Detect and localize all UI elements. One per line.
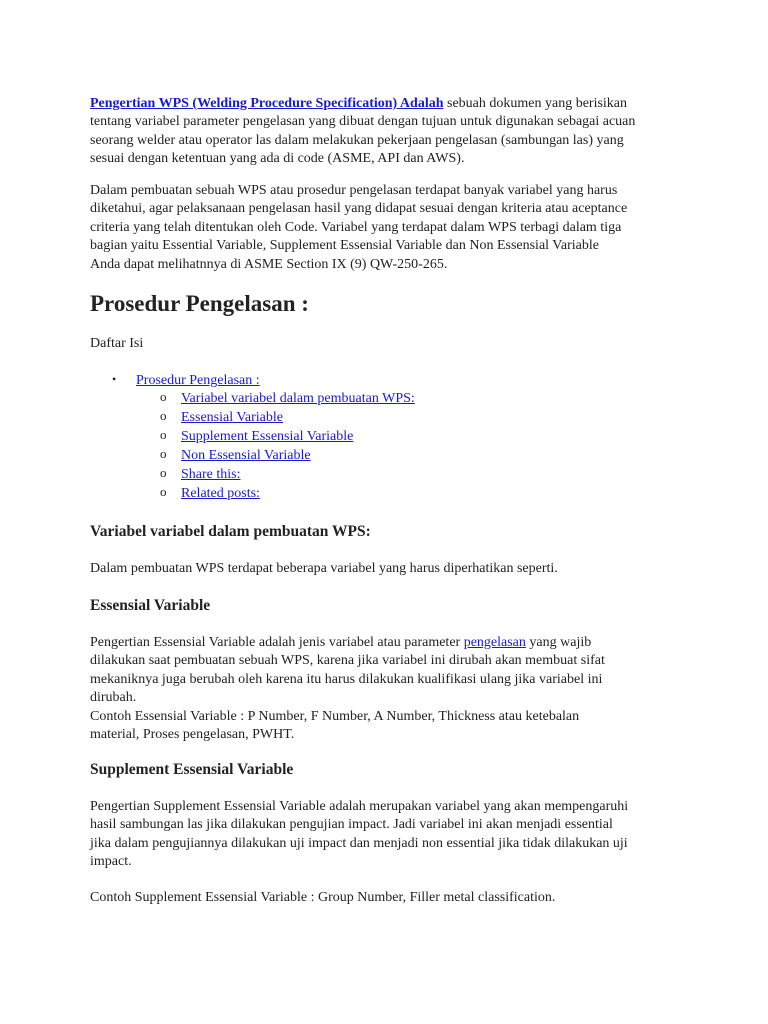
text-line: yang wajib — [525, 635, 592, 650]
text-line: Anda dapat melihatnnya di ASME Section IX (9) QW-250-265. — [90, 256, 448, 272]
toc-link-non-essensial[interactable]: Non Essensial Variable — [181, 448, 311, 463]
text-line: Pengertian Supplement Essensial Variable adalah merupakan variabel yang akan mempengaruhi — [90, 799, 629, 814]
toc-link-variabel[interactable]: Variabel variabel dalam pembuatan WPS: — [181, 391, 415, 406]
text-line: sebuah dokumen yang berisikan — [443, 96, 628, 111]
text-line: dilakukan saat pembuatan sebuah WPS, karena jika variabel ini dirubah akan membuat sifat — [90, 653, 605, 669]
text-line: Pengertian Essensial Variable adalah jenis variabel atau parameter — [90, 635, 464, 650]
toc-title: Daftar Isi — [90, 336, 144, 351]
text-line: sesuai dengan ketentuan yang ada di code (ASME, API dan AWS). — [90, 151, 465, 167]
section-heading-essensial: Essensial Variable — [90, 597, 211, 614]
text-line: Contoh Essensial Variable : P Number, F Number, A Number, Thickness atau ketebalan — [90, 708, 580, 724]
toc-link-essensial[interactable]: Essensial Variable — [181, 410, 283, 425]
section-text: Dalam pembuatan WPS terdapat beberapa variabel yang harus diperhatikan seperti. — [90, 561, 558, 576]
toc-link-share[interactable]: Share this: — [181, 467, 241, 482]
text-line: dirubah. — [90, 690, 137, 706]
text-line: impact. — [90, 854, 132, 870]
wps-definition-link[interactable]: Pengertian WPS (Welding Procedure Specification) Adalah — [90, 96, 444, 111]
circle-bullet-icon: o — [160, 389, 167, 404]
text-line: jika dalam pengujiannya dilakukan uji impact dan menjadi non essential jika tidak dilakukan uji — [90, 835, 628, 851]
text-line: tentang variabel parameter pengelasan yang dibuat dengan tujuan untuk digunakan sebagai acuan — [90, 114, 636, 130]
text-line: mekaniknya juga berubah oleh karena itu harus dilakukan kualifikasi ulang jika variabel ini — [90, 671, 603, 687]
section-heading-supplement: Supplement Essensial Variable — [90, 761, 294, 778]
pengelasan-link[interactable]: pengelasan — [463, 635, 526, 650]
toc-link-prosedur[interactable]: Prosedur Pengelasan : — [136, 373, 260, 388]
essensial-paragraph — [90, 634, 605, 744]
supplement-example: Contoh Supplement Essensial Variable : Group Number, Filler metal classification. — [90, 890, 556, 905]
circle-bullet-icon: o — [160, 408, 167, 423]
text-line: seorang welder atau operator las dalam melakukan pekerjaan pengelasan (sambungan las) yang — [90, 132, 624, 148]
text-line: hasil sambungan las jika dilakukan pengujian impact. Jadi variabel ini akan menjadi essential — [90, 817, 613, 833]
toc-link-related[interactable]: Related posts: — [181, 486, 260, 501]
circle-bullet-icon: o — [160, 484, 167, 499]
circle-bullet-icon: o — [160, 427, 167, 442]
toc-link-supplement[interactable]: Supplement Essensial Variable — [181, 429, 354, 444]
bullet-icon: • — [112, 372, 117, 386]
text-line: diketahui, agar pelaksanaan pengelasan hasil yang didapat sesuai dengan kriteria atau aceptance — [90, 201, 628, 217]
circle-bullet-icon: o — [160, 465, 167, 480]
text-line: Dalam pembuatan sebuah WPS atau prosedur pengelasan terdapat banyak variabel yang harus — [90, 183, 618, 198]
text-line: material, Proses pengelasan, PWHT. — [90, 727, 295, 743]
intro-paragraph — [90, 95, 635, 169]
text-line: bagian yaitu Essential Variable, Supplement Essensial Variable dan Non Essensial Variable — [90, 238, 599, 254]
paragraph-2 — [90, 182, 627, 274]
supplement-paragraph — [90, 798, 628, 872]
text-line: criteria yang telah ditentukan oleh Code. Variabel yang terdapat dalam WPS terbagi dalam tiga — [90, 219, 622, 235]
main-heading: Prosedur Pengelasan : — [90, 291, 309, 316]
circle-bullet-icon: o — [160, 446, 167, 461]
section-heading-variabel: Variabel variabel dalam pembuatan WPS: — [90, 523, 371, 540]
